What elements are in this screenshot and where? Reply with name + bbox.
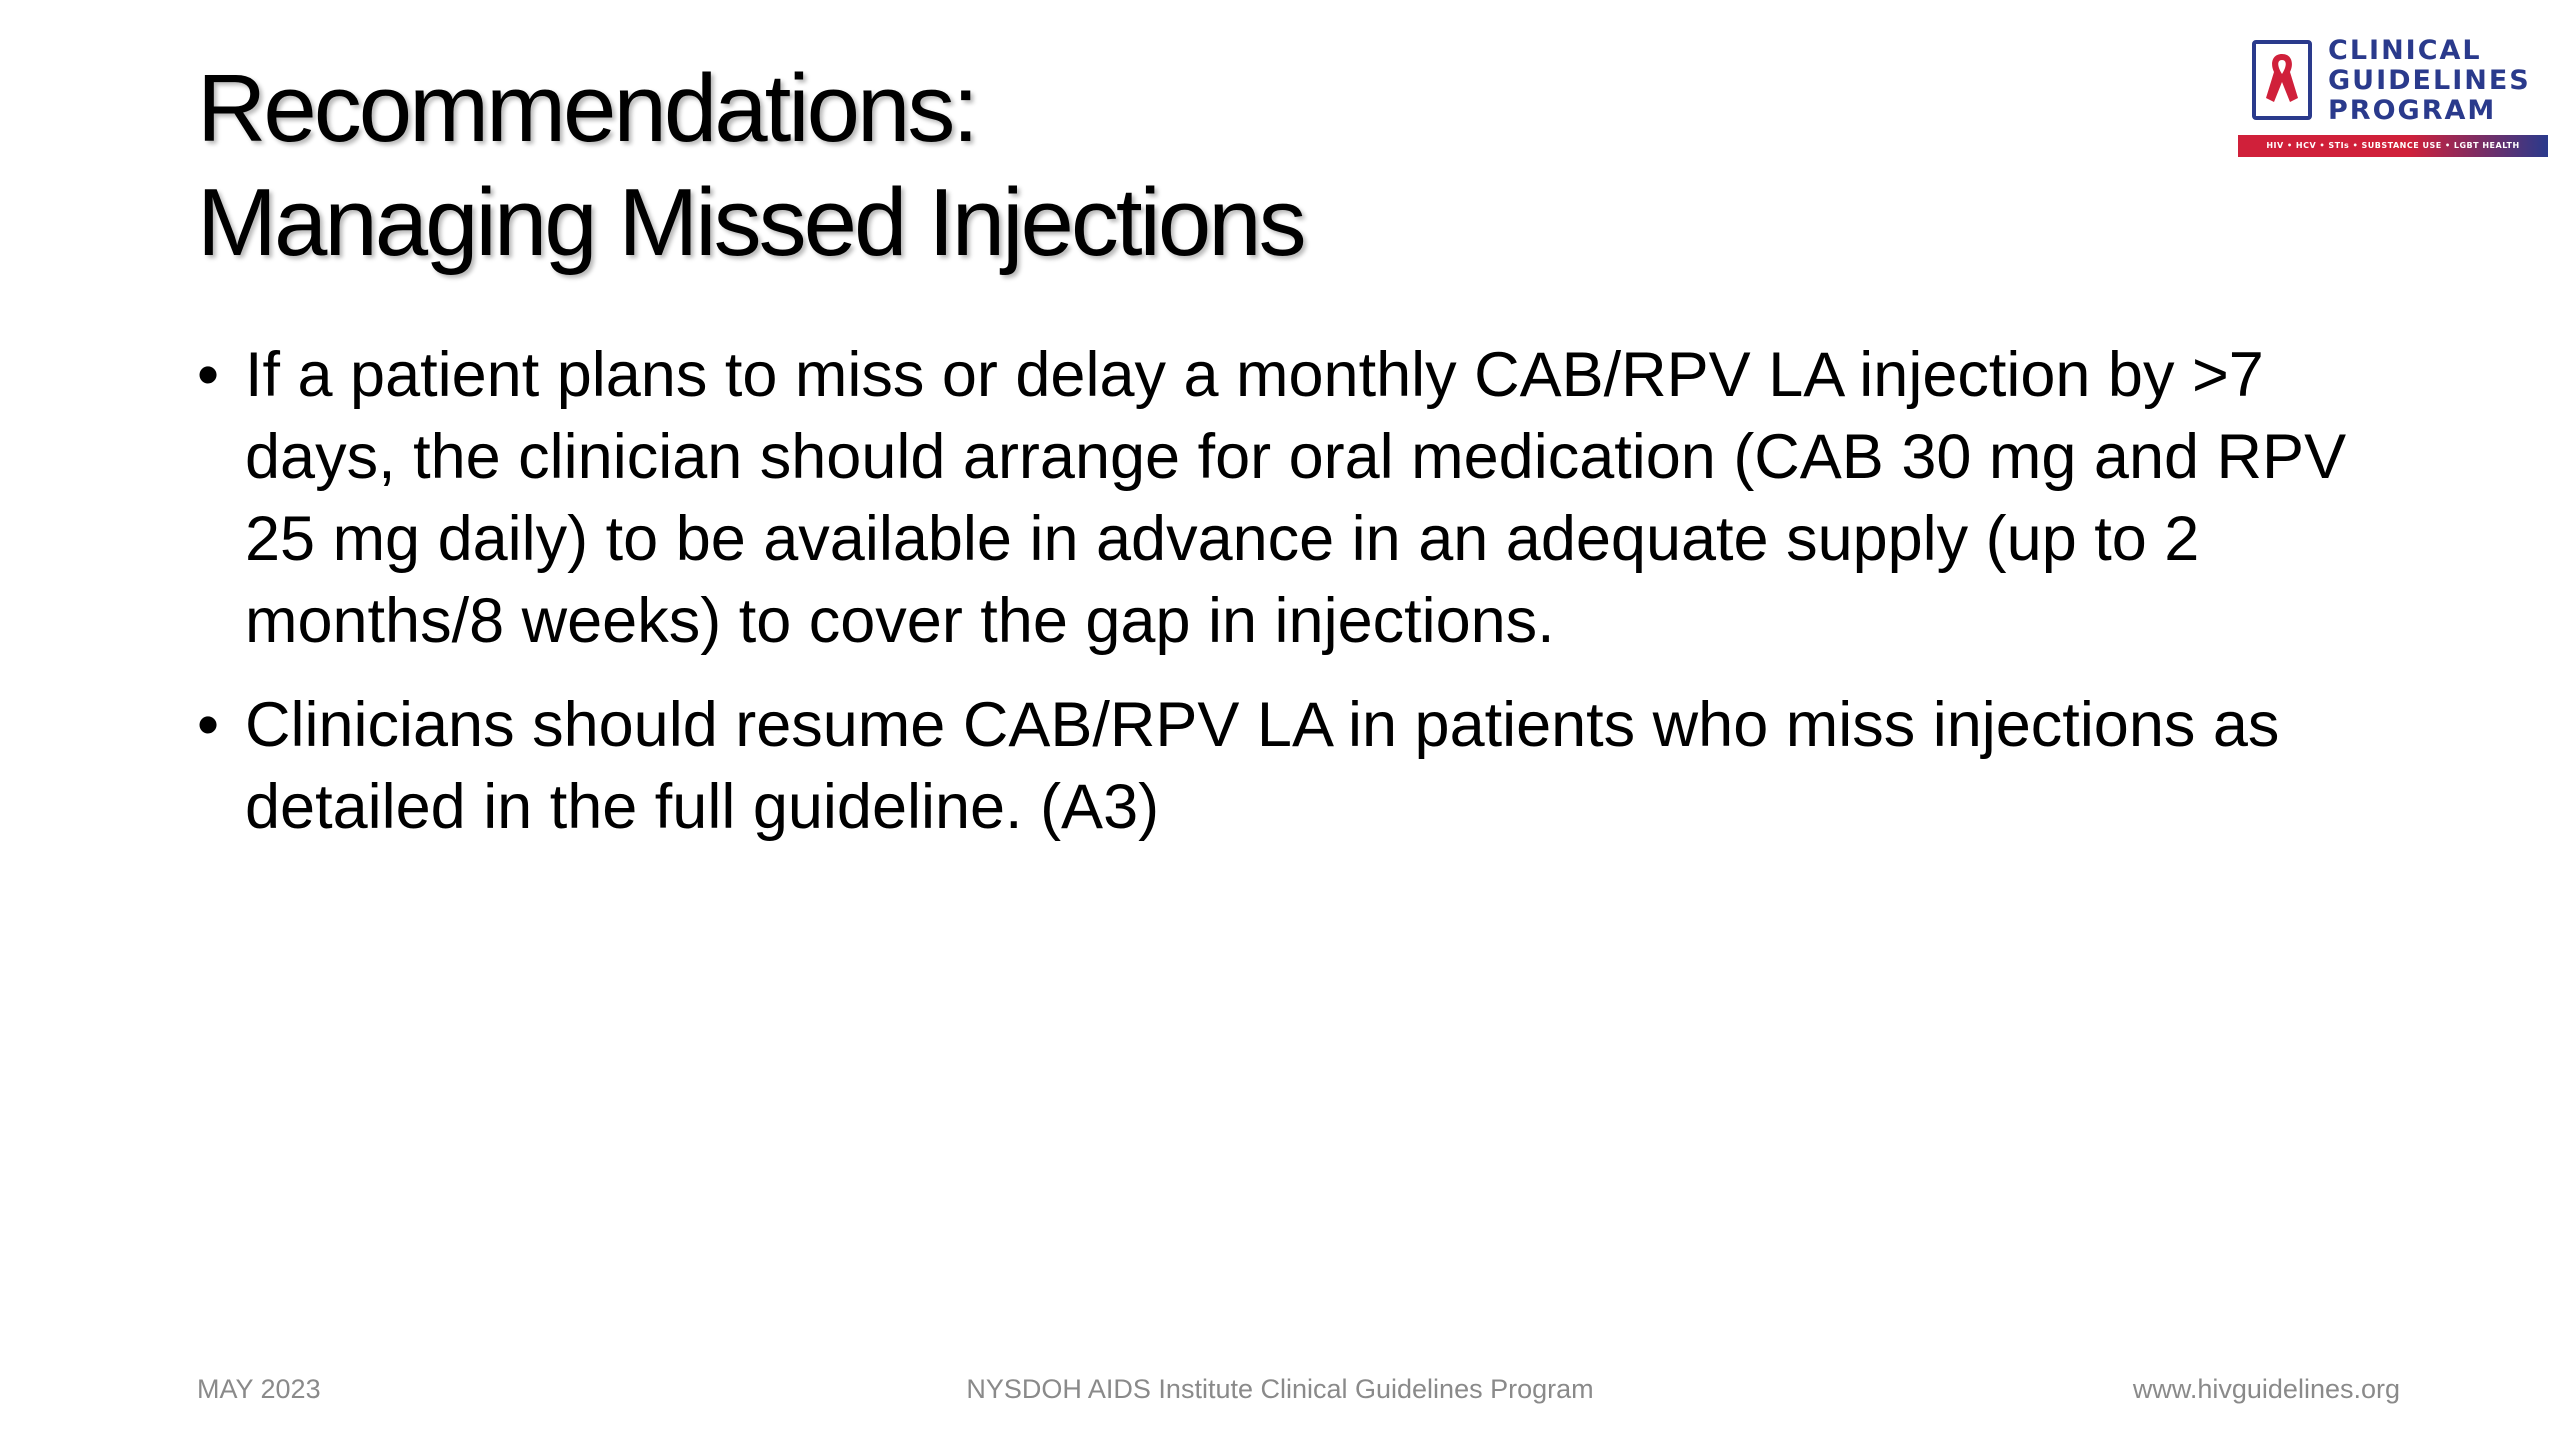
bullet-item [197,334,2377,662]
logo-badge [2252,40,2312,120]
footer-url[interactable]: www.hivguidelines.org [2132,1374,2400,1404]
bullet-list [197,334,2377,870]
bullet-item [197,684,2377,848]
bullet-text: If a patient plans to miss or delay a monthly CAB/RPV LA injection by >7 days, the clinician should arrange for oral medication (CAB 30 mg and RPV 25 mg daily) to be available in advance in an adequate supply (up to 2 months/8 weeks) to cover the gap in injections. [245,340,2347,656]
bullet-dot-icon: • [197,340,220,410]
title-line-1: Recommendations: [197,55,977,162]
logo-tagline-bar: HIV • HCV • STIs • SUBSTANCE USE • LGBT HEALTH [2238,135,2548,157]
bullet-dot-icon: • [197,690,220,760]
title-line-2: Managing Missed Injections [197,169,1304,276]
logo-line-2: GUIDELINES [2328,65,2531,96]
bullet-text: Clinicians should resume CAB/RPV LA in patients who miss injections as detailed in the full guideline. (A3) [245,690,2280,842]
clinical-guidelines-program-logo[interactable] [2238,36,2548,160]
red-ribbon-icon [2262,50,2302,110]
footer-program: NYSDOH AIDS Institute Clinical Guidelines Program [966,1374,1594,1404]
logo-wordmark [2328,36,2531,126]
slide-title [197,52,2097,280]
logo-line-3: PROGRAM [2328,95,2497,126]
logo-line-1: CLINICAL [2328,35,2482,66]
footer-date: MAY 2023 [197,1374,321,1404]
